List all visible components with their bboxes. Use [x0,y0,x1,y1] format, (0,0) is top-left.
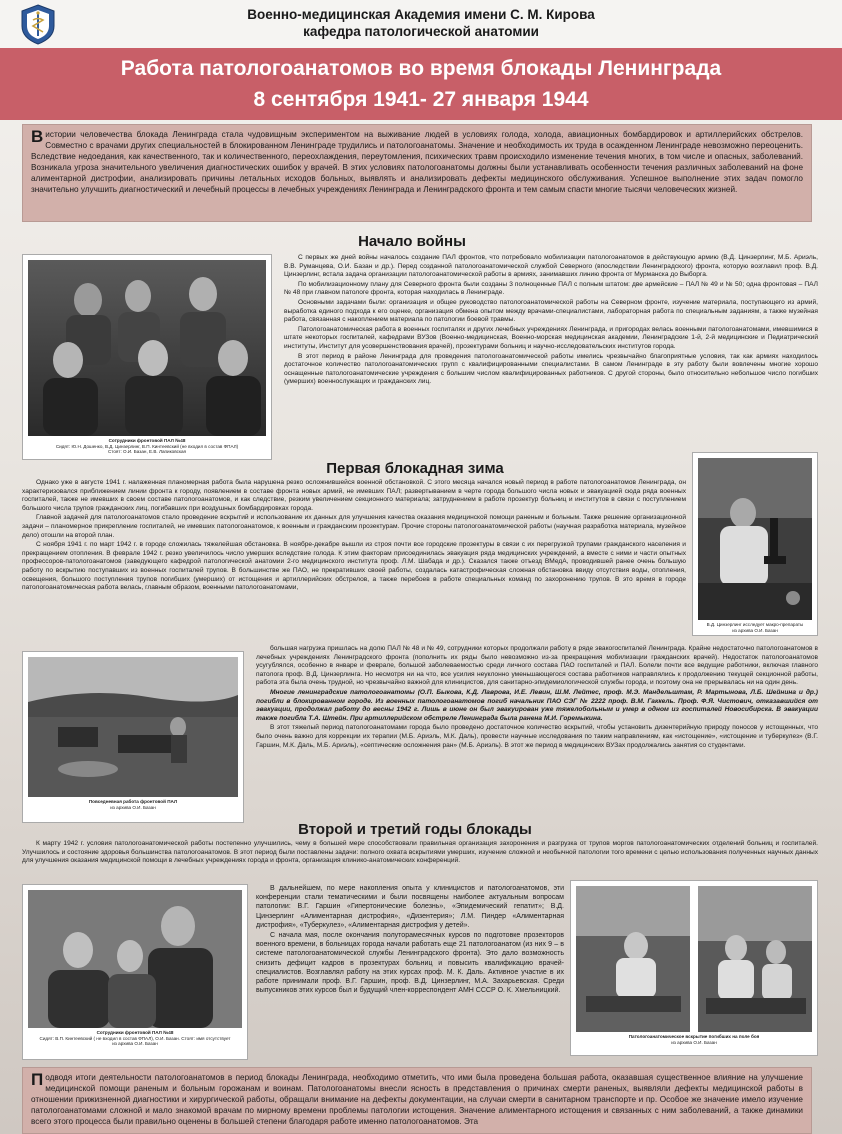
section2-paragraph-bold: Многие ленинградские патологоанатомы (О.П. Быкова, К.Д. Лаврова, И.Е. Левин, Ш.М. Лейтес, проф. М.Э. Мандельштам, Р. Мартынова, Л.Б. Шейнина и др.) погибли в блокированном городе. Из военных патологоанатомов погиб начальник ПАО СЭГ № 2222 проф. В.М. Гаккель. Проф. Ф.Я. Чистович, отказавшийся от эвакуации, продолжал работу до весны 1942 г. Лишь в июне он был эвакуирован уже тяжелобольным и умер в одном из госпиталей Новосибирска. В эвакуации также погибла Т.А. Штейн. При артиллерийском обстреле Ленинграда была ранена М.И. Горемыкина. [256,688,818,722]
photo-staff-pal48-second [22,884,248,1060]
page-title-line1: Работа патологоанатомов во время блокады Ленинграда [120,57,722,80]
section2-text-top [22,479,686,643]
photo-staff-pal48 [22,254,272,460]
section2-paragraph: Однако уже в августе 1941 г. налаженная планомерная работа была нарушена резко осложнившейся военной обстановкой. С этого месяца начался новый период в работе патологоанатомов Ленинграда, он характеризовался приближением линии фронта к городу, появлением в составе фронта новых армий, не имевших ПАЛ; развертыванием в черте города большого числа новых и эвакуацией сюда ряда военных госпиталей, также не имевших в своем составе патологоанатомов, и как следствие, резким увеличением секционного материала; затруднением в работе прозектур больниц и институтов в связи с поступлением большого числа трупов гражданских лиц, погибавших при воздушных бомбардировках города. [22,479,686,512]
academy-name: Военно-медицинская Академия имени С. М. Кирова [247,7,595,22]
field-autopsy-photos [576,886,812,1032]
header-title [0,6,842,40]
section1-paragraph: С первых же дней войны началось создание ПАЛ фронтов, что потребовало мобилизации патологоанатомов в действующую армию (В.Д. Цинзерлинг, М.Б. Ариэль, В.В. Руманцева, О.И. Базан и др.). Перед созданной патологоанатомической службой Северного (впоследствии Ленинградского) фронта, которую возглавил проф. В.Д. Цинзерлинг, встала задача организации патологоанатомической работы в армиях, занимавших линию фронта от Мурманска до Выборга. [284,254,818,279]
photo1-line2: Стоят: О.И. Базан, Е.В. Лапиковская [107,449,187,455]
photo5-title: Патологоанатомическое вскрытие погибших на поле боя [628,1034,760,1039]
section1-text [284,254,818,460]
section2-paragraph: большая нагрузка пришлась на долю ПАЛ № 48 и № 49, сотрудники которых продолжали работу в ряде эвакогоспиталей Ленинграда. Крайне недостаточно патологоанатомов в лечебных учреждениях Ленинградского фронта (пополнить их ряды было невозможно из-за прекращения мобилизации гражданских врачей). Недостаток патологоанатомов усугублялся, особенно в январе и феврале, большой заболеваемостью среди личного состава ПАО госпиталей и ПАЛ. Болели почти все ведущие работники, включая главного патолога проф. В.Д. Цинзерлинга. Но несмотря ни на что, все усилия неуклонно уменьшающегося состава работников направлялись к продолжению текущей секционной работы, работа эта была очень трудной, но чрезвычайно важной для клиницистов, для санитарно-эпидемиологической службы города, и поэтому она не прерывалась ни на один день. [256,645,818,687]
section-heading-war-start: Начало войны [358,233,466,250]
photo-field-autopsy [570,880,818,1056]
photo3-caption [28,797,238,812]
section3-text-middle [256,884,564,1060]
photo4-title: Сотрудники фронтовой ПАЛ №48 [96,1030,174,1035]
section2-paragraph: С ноября 1941 г. по март 1942 г. в городе сложилась тяжелейшая обстановка. В ноябре-декабре вышли из строя почти все городские прозектуры в связи с их перегрузкой трупами гражданского населения и прекращением отопления. В феврале 1942 г. резко увеличилось число умерших вследствие голода. К этим факторам присоединилась эвакуация ряда медицинских учреждений, а вместе с ними и части опытных профессоров-патологоанатомов (заведующего кафедрой патологической анатомии 2-го медицинского института проф. Л.М. Шабада и др.). Сказался также отъезд ВМедА, проводившей ранее очень большую работу по вскрытию поступавших из военных госпиталей трупов. В большинстве же ПАО, не прекративших своей работы, создалась катастрофическая сложная обстановка ввиду отсутствия воды, отопления, освещения, большого поступления трупов погибших (умерших) от истощения и артиллерийских обстрелов, а также перебоев в работе специальных команд по захоронению трупов. В это время в городе патологоанатомическая работа велась, главным образом, военными патологоанатомами, [22,541,686,592]
section2-text-bottom [256,645,818,821]
section-heading-second-third-years: Второй и третий годы блокады [298,821,532,838]
section2-paragraph: Главной задачей для патологоанатомов стало проведение вскрытий и использование их данных для улучшения качества оказания медицинской помощи раненым и больным. Также решение организационной задачи – планомерное прикрепление госпиталей, не имевших патологоанатомов, к военным и гражданским прозектурам. Прочие стороны патологоанатомической работы (научная разработка материала, музейное дело) отошли на второй план. [22,514,686,539]
photo3-source: из архива О.И. Базан [110,804,156,810]
staff-trio-photo [28,890,242,1028]
photo4-caption [28,1028,242,1049]
field-work-photo [28,657,238,797]
section3-paragraph: К марту 1942 г. условия патологоанатомической работы постепенно улучшились, чему в большей мере способствовали правильная организация захоронения и разгрузка от трупов моргов патологоанатомических отделений больниц и госпиталей. Улучшилось и состояние здоровья большинства патологоанатомов. В этот период были поставлены задачи: полного охвата вскрытиями умерших, изучение сложной и необычной патологии того времени с целью использования полученных научных данных для улучшения оказания медицинской помощи в лечебных учреждениях города и фронта, организация клинико-анатомических конференций. [22,840,818,865]
photo-daily-work [22,651,244,823]
photo3-title: Повседневная работа фронтовой ПАЛ [88,799,178,804]
section-heading-first-winter: Первая блокадная зима [326,460,504,477]
section3-text-top [22,840,818,880]
outro-text: одводя итоги деятельности патологоанатомов в период блокады Ленинграда, необходимо отметить, что ими была проведена большая работа, оказавшая существенное влияние на улучшение медицинской помощи раненым и больным горожанам и воинам. Патологоанатомы внесли ясность в представления о причинах смерти раненых, выявляли дефекты медицинской работы в отношении прижизненной диагностики и хирургической работы, обращали внимание на дефекты документации, на случаи смерти в санитарном транспорте и пр. Особое же значение имело изучение патологоанатомами сложной и мало знакомой врачам по мирному времени проблемы патологии истощения. Значение алиментарного истощения и связанных с ним заболеваний, а также динамики всего этого процесса были правильно оценены в большей степени благодаря работе именно патологоанатомов. Эта [31,1073,803,1126]
department-name: кафедра патологической анатомии [303,24,539,39]
intro-box [22,124,812,222]
section1-paragraph: Патологоанатомическая работа в военных госпиталях и других лечебных учреждениях Ленинграда, и пригородах велась военными патологоанатомами, имевшимися в штате некоторых госпиталей, кафедрами ВУЗов (Военно-медицинская, Военно-морская медицинская академии, Ленинградские 1-й, 2-й медицинские и Педиатрический институты, Институт для усовершенствования врачей), прозектурами больниц и научно-исследовательских институтов города. [284,325,818,350]
page-title [0,53,842,115]
section3-paragraph: С начала мая, после окончания полуторамесячных курсов по подготовке прозекторов военного времени, в больницах города начали работать еще 21 патологоанатом (из них 9 – в системе патологоанатомической службы Ленинградского фронта). Это дало возможность снизить дефицит кадров в прозектурах больниц и повысить квалификацию врачей-специалистов. Возглавлял работу на этих курсах проф. М. К. Даль. Активное участие в их работе принимали проф. В.Г. Гаршин, проф. В.Д. Цинзерлинг, М.А. Захарьевская. Среди выпускников этих курсов был и будущий член-корреспондент АМН СССР О. К. Хмельницкий. [256,932,564,995]
photo4-source: из архива О.И. Базан [112,1041,158,1047]
section1-paragraph: Основными задачами были: организация и общее руководство патологоанатомической работы на Северном фронте, изучение материала, поступающего из армий, выработка единого подхода к его оценке, организация обмена опытом между врачами-специалистами, лабораторная работа по специальным заданиям, а также музейная работа, связанная с накоплением материала по патологии боевой травмы. [284,298,818,324]
photo-tsinzerling-microscope [692,452,818,636]
photo1-caption [28,436,266,457]
section3-paragraph: В дальнейшем, по мере накопления опыта у клиницистов и патологоанатомов, эти конференции стали тематическими и были посвящены наиболее актуальным вопросам патологии: В.Г. Гаршин «Гипертонические болезнь», «Эпидемический гепатит»; В.Д. Цинзерлинг «Алиментарная дистрофия», «Дизентерия»; Л.М. Пиндер «Алиментарная дистрофия», «Туберкулез», «Алиментарная дистрофия у детей». [256,885,564,929]
conclusion-box [22,1067,812,1134]
section2-paragraph: В этот тяжелый период патологоанатомами города было проведено достаточное количество вскрытий, чтобы установить дизентерийную природу поносов у истощенных, что было очень важно для коррекции их терапии (М.Б. Ариэль, М.К. Даль), провести научные исследования по таким направлениям, как «истощение», «истощение и туберкулез» (В.Г. Гаршин, М.К. Даль, М.Б. Ариэль), «септические осложнения ран» (М.Б. Ариэль). В этот же период в медицинских ВУЗах продолжались занятия со студентами. [256,724,818,749]
photo2-text: В.Д. Цинзерлинг исследует макро-препараты [706,622,804,627]
microscope-photo [698,458,812,620]
intro-dropcap: В [31,127,44,146]
photo2-source: из архива О.И. Базан [732,627,778,633]
section1-paragraph: В этот период в районе Ленинграда для проведения патологоанатомической работы имелись чрезвычайно благоприятные условия, так как армиях находилось достаточное количество патологоанатомических групп с квалифицированными специалистами. В самом Ленинграде в эту работу были вовлечены многие хорошо оснащенные патологоанатомические учреждения с большим числом квалифицированных работников. С другой стороны, было относительно небольшое число погибших (умерших) военнослужащих и гражданских лиц. [284,352,818,386]
photo1-title: Сотрудники фронтовой ПАЛ №48 [108,438,186,443]
photo1-line1: Сидят: Ю.Н. Дошенко, В.Д. Цинзерлинг, В.П. Кинтеевский (не входил в состав ФПАЛ) [55,443,239,449]
photo5-source: из архива О.И. Базан [671,1039,717,1045]
section1-paragraph: По мобилизационному плану для Северного фронта были созданы 3 полноценные ПАЛ с полным штатом: две армейские – ПАЛ № 49 и № 50; одна фронтовая – ПАЛ № 48 при главном патологе фронта, которая находилась в Ленинграде. [284,280,818,297]
staff-group-photo [28,260,266,436]
intro-text: истории человечества блокада Ленинграда стала чудовищным экспериментом на выживание людей в условиях голода, холода, авиационных бомбардировок и артиллерийских обстрелов. Совместно с врачами других специальностей в блокированном Ленинграде трудились и патологоанатомы. Значение и необходимость их труда в осажденном Ленинграде невозможно переоценить. Вследствие недоедания, как качественного, так и количественного, переохлаждения, переутомления, психических травм происходило изменение течения многих, в том числе и опасных, заболеваний. Возникала угроза значительного увеличения диагностических ошибок у врачей. В этих условиях патологоанатомы должны были устанавливать особенности течения различных заболеваний на фоне алиментарной дистрофии, анализировать причины летальных исходов больных, выявлять и анализировать дефекты медицинского обслуживания. Успешное выполнение этих задач помогло значительно улучшить диагностический и лечебный процессы в лечебных учреждениях Ленинграда и Ленинградского фронта и тем самым спасти многие тысячи человеческих жизней. [31,130,803,194]
photo4-line1: Сидят: В.П. Кинтеевский ( не входил в состав ФПАЛ), О.И. Базан. Стоят: имя отсутствует [39,1035,231,1041]
outro-dropcap: П [31,1070,44,1089]
photo2-caption [698,620,812,635]
page-title-line2: 8 сентября 1941- 27 января 1944 [253,88,589,111]
photo5-caption [576,1032,812,1047]
